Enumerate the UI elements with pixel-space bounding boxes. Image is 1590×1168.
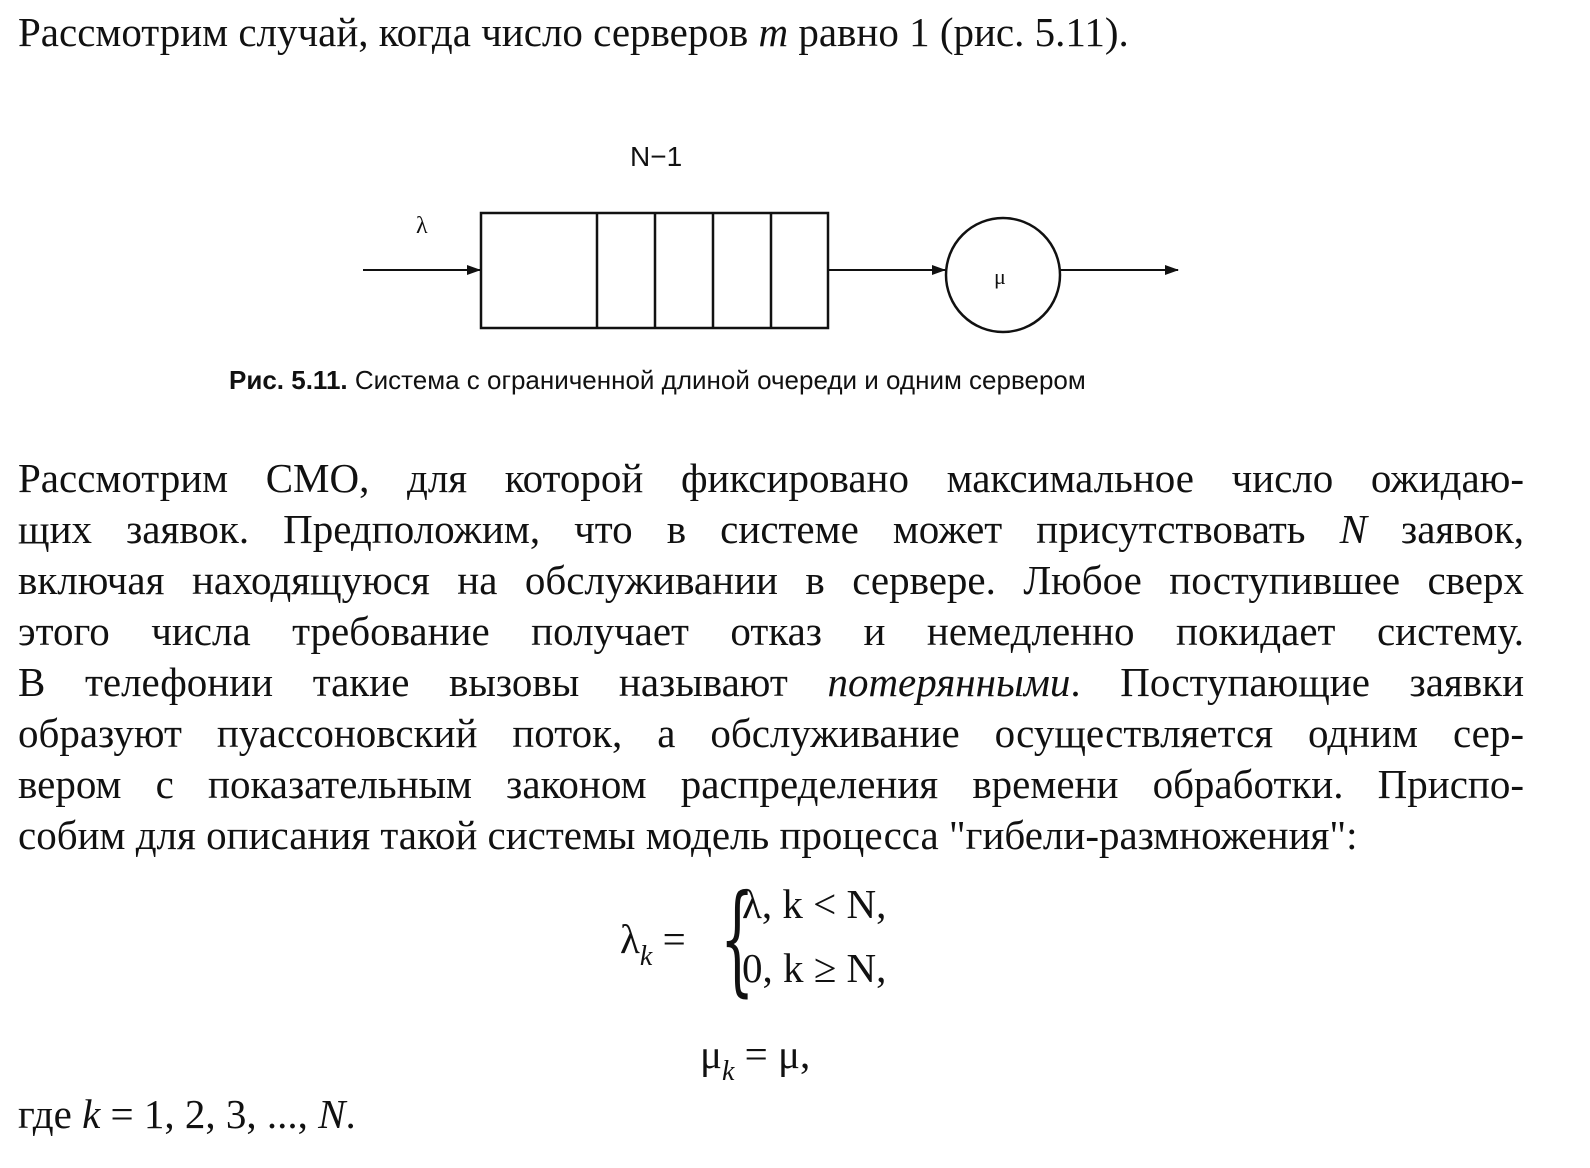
intro-line	[18, 8, 1524, 56]
lambda-k-lhs: $\lambda_k$ =	[620, 916, 686, 972]
paragraph-line: включая находящуюся на обслуживании в сервере. Любое поступившее сверх	[18, 557, 1524, 603]
italic-term: потерянными	[827, 659, 1071, 705]
paragraph-line: щих заявок. Предположим, что в системе может присутствовать N заявок,	[18, 506, 1524, 552]
paragraph-line: вером с показательным законом распределения времени обработки. Приспо-	[18, 761, 1524, 807]
where-line: где k = 1, 2, 3, ..., N.	[18, 1091, 356, 1137]
paragraph-line: Рассмотрим СМО, для которой фиксировано максимальное число ожидаю-	[18, 455, 1524, 501]
intro-text: Рассмотрим случай, когда число серверов	[18, 9, 759, 55]
service-rate-label: μ	[994, 264, 1006, 289]
caption-number: Рис. 5.11.	[229, 365, 348, 395]
lambda-case-2: 0, k ≥ N,	[742, 945, 887, 991]
queue-capacity-label: N−1	[630, 141, 683, 172]
figure-caption	[229, 363, 1086, 397]
intro-var-m: m	[758, 9, 789, 55]
paragraph-line: собим для описания такой системы модель процесса "гибели-размножения":	[18, 812, 1358, 858]
var-n: N	[1339, 506, 1367, 552]
paragraph-line: В телефонии такие вызовы называют потерянными. Поступающие заявки	[18, 659, 1525, 705]
arrival-rate-label: λ	[416, 213, 428, 239]
caption-text: Система с ограниченной длиной очереди и одним сервером	[347, 365, 1086, 395]
intro-text-end: равно 1 (рис. 5.11).	[788, 9, 1129, 55]
cases-brace: {	[720, 870, 755, 1009]
lambda-case-1: λ, k < N,	[742, 881, 887, 927]
equals-sign: =	[662, 916, 686, 962]
paragraph-line: этого числа требование получает отказ и немедленно покидает систему.	[18, 608, 1524, 654]
paragraph-line: образуют пуассоновский поток, а обслуживание осуществляется одним сер-	[18, 710, 1524, 756]
mu-k-formula: $\mu_k = \mu$,	[700, 1031, 811, 1087]
queue-diagram	[350, 130, 1190, 340]
